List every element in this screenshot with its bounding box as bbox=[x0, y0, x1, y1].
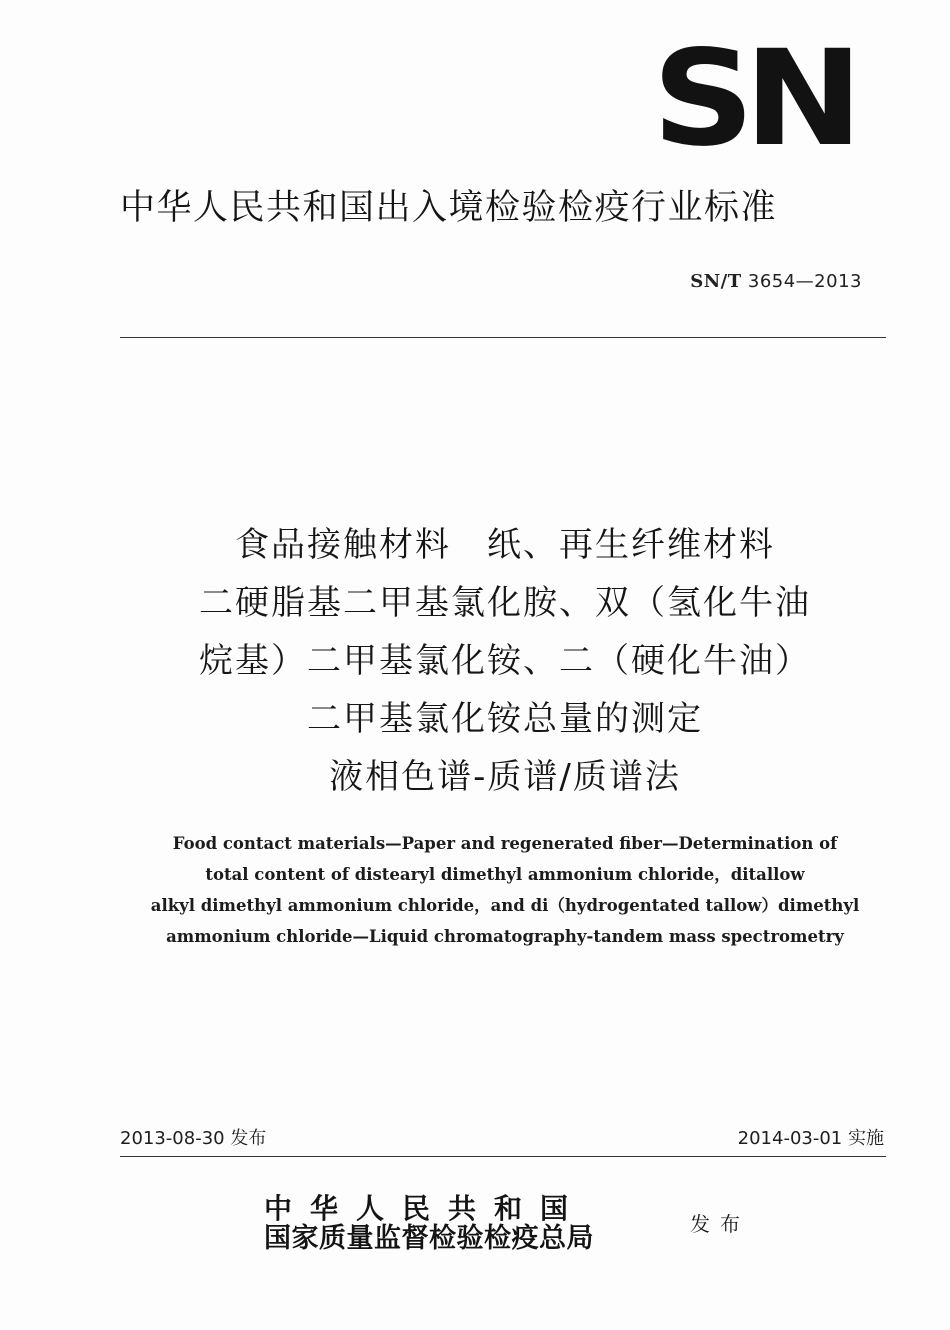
top-divider bbox=[120, 337, 886, 338]
publish-label: 发布 bbox=[690, 1212, 750, 1236]
chinese-title-line: 二硬脂基二甲基氯化胺、双（氢化牛油 bbox=[199, 583, 811, 623]
chinese-title-line: 液相色谱-质谱/质谱法 bbox=[329, 757, 681, 797]
chinese-title-line: 食品接触材料 纸、再生纤维材料 bbox=[235, 525, 775, 565]
sn-logo: SN bbox=[652, 22, 853, 176]
issue-date: 2013-08-30 发布 bbox=[120, 1128, 267, 1149]
english-title-line: alkyl dimethyl ammonium chloride，and di（hydrogentated tallow）dimethyl bbox=[150, 896, 860, 915]
publisher-country: 中华人民共和国 bbox=[264, 1192, 587, 1225]
org-title: 中华人民共和国出入境检验检疫行业标准 bbox=[120, 188, 778, 228]
implementation-date: 2014-03-01 实施 bbox=[737, 1128, 884, 1149]
standard-code-prefix: SN/T bbox=[690, 271, 742, 292]
bottom-divider bbox=[120, 1156, 886, 1157]
standard-code-number: 3654—2013 bbox=[747, 271, 862, 292]
chinese-title bbox=[100, 516, 910, 806]
standard-code bbox=[690, 271, 862, 292]
english-title-line: total content of distearyl dimethyl ammonium chloride，ditallow bbox=[205, 865, 805, 884]
english-title bbox=[100, 828, 910, 952]
chinese-title-line: 二甲基氯化铵总量的测定 bbox=[307, 699, 703, 739]
english-title-line: Food contact materials—Paper and regenerated fiber—Determination of bbox=[172, 834, 838, 853]
english-title-line: ammonium chloride—Liquid chromatography-tandem mass spectrometry bbox=[166, 927, 844, 946]
chinese-title-line: 烷基）二甲基氯化铵、二（硬化牛油） bbox=[199, 641, 811, 681]
publisher-agency: 国家质量监督检验检疫总局 bbox=[264, 1223, 594, 1254]
